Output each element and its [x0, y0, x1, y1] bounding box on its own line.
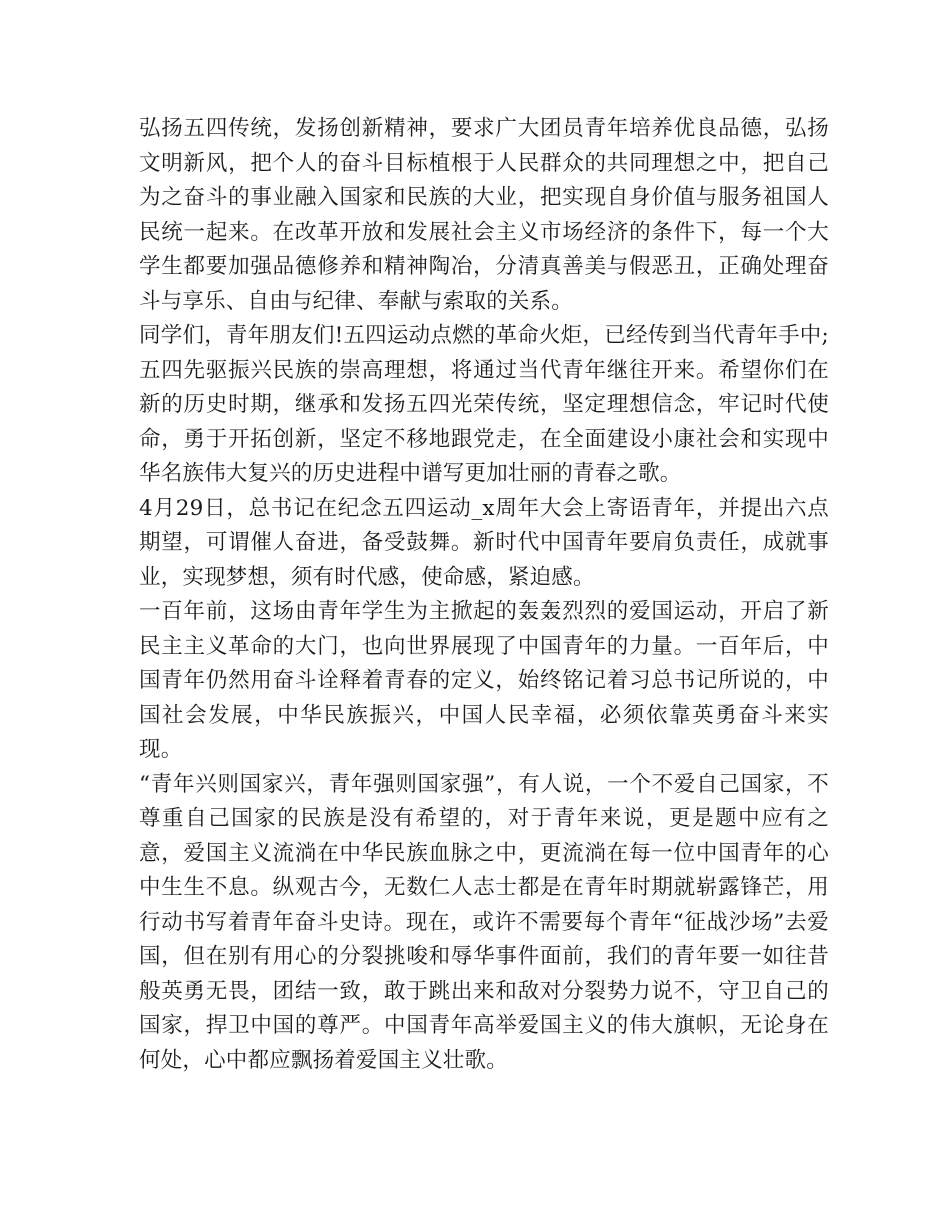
paragraph-2: 同学们，青年朋友们!五四运动点燃的革命火炬，已经传到当代青年手中;五四先驱振兴民族的崇高理想，将通过当代青年继往开来。希望你们在新的历史时期，继承和发扬五四光荣传统，坚定理想信念，牢记时代使命，勇于开拓创新，坚定不移地跟党走，在全面建设小康社会和实现中华名族伟大复兴的历史进程中谱写更加壮丽的青春之歌。	[139, 323, 829, 486]
paragraph-5: “青年兴则国家兴，青年强则国家强”，有人说，一个不爱自己国家，不尊重自己国家的民族是没有希望的，对于青年来说，更是题中应有之意，爱国主义流淌在中华民族血脉之中，更流淌在每一位中国青年的心中生生不息。纵观古今，无数仁人志士都是在青年时期就崭露锋芒，用行动书写着青年奋斗史诗。现在，或许不需要每个青年“征战沙场”去爱国，但在别有用心的分裂挑唆和辱华事件面前，我们的青年要一如往昔般英勇无畏，团结一致，敢于跳出来和敌对分裂势力说不，守卫自己的国家，捍卫中国的尊严。中国青年高举爱国主义的伟大旗帜，无论身在何处，心中都应飘扬着爱国主义壮歌。	[139, 771, 829, 1073]
paragraph-3: 4月29日，总书记在纪念五四运动_x周年大会上寄语青年，并提出六点期望，可谓催人奋进，备受鼓舞。新时代中国青年要肩负责任，成就事业，实现梦想，须有时代感，使命感，紧迫感。	[139, 495, 829, 590]
paragraph-4: 一百年前，这场由青年学生为主掀起的轰轰烈烈的爱国运动，开启了新民主主义革命的大门，也向世界展现了中国青年的力量。一百年后，中国青年仍然用奋斗诠释着青春的定义，始终铭记着习总书记所说的，中国社会发展，中华民族振兴，中国人民幸福，必须依靠英勇奋斗来实现。	[139, 599, 829, 762]
paragraph-1: 弘扬五四传统，发扬创新精神，要求广大团员青年培养优良品德，弘扬文明新风，把个人的奋斗目标植根于人民群众的共同理想之中，把自己为之奋斗的事业融入国家和民族的大业，把实现自身价值与服务祖国人民统一起来。在改革开放和发展社会主义市场经济的条件下，每一个大学生都要加强品德修养和精神陶冶，分清真善美与假恶丑，正确处理奋斗与享乐、自由与纪律、奉献与索取的关系。	[139, 116, 829, 314]
document-body	[139, 112, 829, 1078]
